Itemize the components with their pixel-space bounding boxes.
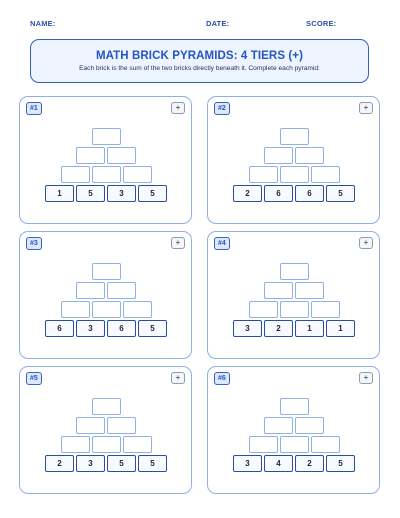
answer-brick[interactable] <box>280 436 309 453</box>
answer-brick[interactable] <box>61 166 90 183</box>
pyramid-number-badge: #6 <box>214 372 230 385</box>
score-label: SCORE: <box>306 19 337 28</box>
base-brick: 6 <box>45 320 74 337</box>
base-brick: 5 <box>138 455 167 472</box>
pyramid-number-badge: #1 <box>26 102 42 115</box>
answer-brick[interactable] <box>76 282 105 299</box>
base-brick: 5 <box>107 455 136 472</box>
base-brick: 2 <box>45 455 74 472</box>
pyramid-number-badge: #5 <box>26 372 42 385</box>
answer-brick[interactable] <box>92 166 121 183</box>
answer-brick[interactable] <box>280 398 309 415</box>
answer-brick[interactable] <box>92 436 121 453</box>
base-brick: 5 <box>138 185 167 202</box>
answer-brick[interactable] <box>295 417 324 434</box>
base-brick: 5 <box>76 185 105 202</box>
answer-brick[interactable] <box>311 301 340 318</box>
answer-brick[interactable] <box>280 263 309 280</box>
base-brick: 6 <box>107 320 136 337</box>
answer-brick[interactable] <box>311 166 340 183</box>
answer-brick[interactable] <box>249 166 278 183</box>
base-brick: 1 <box>45 185 74 202</box>
answer-brick[interactable] <box>123 301 152 318</box>
answer-brick[interactable] <box>280 166 309 183</box>
pyramid-number-badge: #3 <box>26 237 42 250</box>
answer-brick[interactable] <box>76 417 105 434</box>
operator-badge: + <box>171 237 185 249</box>
operator-badge: + <box>359 102 373 114</box>
answer-brick[interactable] <box>249 301 278 318</box>
answer-brick[interactable] <box>280 128 309 145</box>
base-brick: 4 <box>264 455 293 472</box>
pyramid-card <box>19 231 192 359</box>
base-brick: 2 <box>295 455 324 472</box>
base-brick: 3 <box>233 455 262 472</box>
answer-brick[interactable] <box>107 417 136 434</box>
base-brick: 3 <box>76 455 105 472</box>
base-brick: 3 <box>107 185 136 202</box>
base-brick: 2 <box>233 185 262 202</box>
date-label: DATE: <box>206 19 230 28</box>
operator-badge: + <box>171 372 185 384</box>
base-brick: 6 <box>264 185 293 202</box>
worksheet-title: MATH BRICK PYRAMIDS: 4 TIERS (+) <box>95 50 304 62</box>
pyramid-card <box>207 366 380 494</box>
answer-brick[interactable] <box>295 147 324 164</box>
operator-badge: + <box>359 237 373 249</box>
answer-brick[interactable] <box>92 128 121 145</box>
pyramid-card <box>19 96 192 224</box>
operator-badge: + <box>359 372 373 384</box>
base-brick: 3 <box>233 320 262 337</box>
answer-brick[interactable] <box>123 436 152 453</box>
title-banner <box>30 39 369 83</box>
answer-brick[interactable] <box>107 147 136 164</box>
base-brick: 2 <box>264 320 293 337</box>
base-brick: 3 <box>76 320 105 337</box>
answer-brick[interactable] <box>295 282 324 299</box>
answer-brick[interactable] <box>76 147 105 164</box>
answer-brick[interactable] <box>107 282 136 299</box>
base-brick: 5 <box>326 455 355 472</box>
operator-badge: + <box>171 102 185 114</box>
answer-brick[interactable] <box>61 301 90 318</box>
answer-brick[interactable] <box>311 436 340 453</box>
answer-brick[interactable] <box>123 166 152 183</box>
pyramid-card <box>207 231 380 359</box>
pyramid-card <box>19 366 192 494</box>
answer-brick[interactable] <box>264 147 293 164</box>
name-label: NAME: <box>30 19 56 28</box>
pyramid-card <box>207 96 380 224</box>
answer-brick[interactable] <box>92 398 121 415</box>
answer-brick[interactable] <box>280 301 309 318</box>
base-brick: 6 <box>295 185 324 202</box>
pyramid-number-badge: #2 <box>214 102 230 115</box>
answer-brick[interactable] <box>61 436 90 453</box>
answer-brick[interactable] <box>92 263 121 280</box>
answer-brick[interactable] <box>264 417 293 434</box>
base-brick: 5 <box>326 185 355 202</box>
worksheet-instructions: Each brick is the sum of the two bricks directly beneath it. Complete each pyramid: <box>79 65 320 72</box>
answer-brick[interactable] <box>264 282 293 299</box>
answer-brick[interactable] <box>249 436 278 453</box>
base-brick: 1 <box>295 320 324 337</box>
answer-brick[interactable] <box>92 301 121 318</box>
base-brick: 1 <box>326 320 355 337</box>
base-brick: 5 <box>138 320 167 337</box>
pyramid-number-badge: #4 <box>214 237 230 250</box>
